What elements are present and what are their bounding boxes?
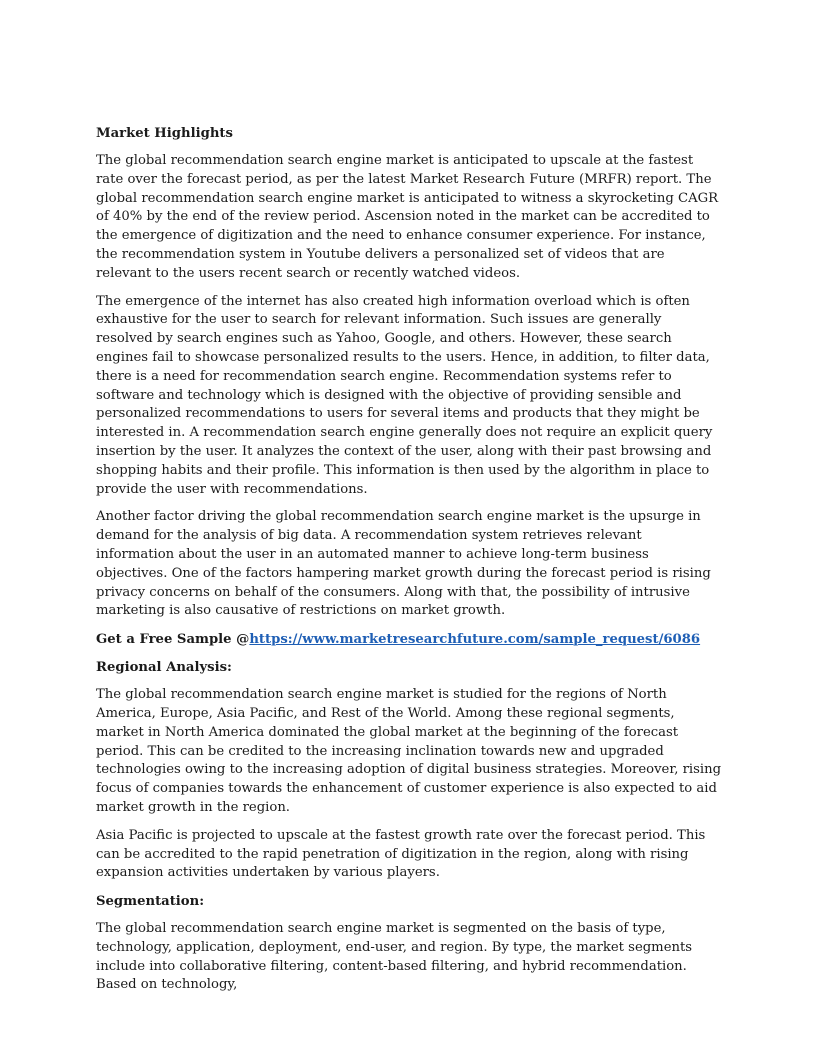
regional-analysis-paragraph-2: Asia Pacific is projected to upscale at the fastest growth rate over the forecast period. This can be accredited to the rapid penetration of digitization in the region, along with rising expansion activities undertaken by various players. (96, 827, 706, 881)
regional-analysis-paragraph-1: The global recommendation search engine market is studied for the regions of North America, Europe, Asia Pacific, and Rest of the World. Among these regional segments, market in North America dominated the global market at the beginning of the forecast period. This can be credited to the increasing inclination towards new and upgraded technologies owing to the increasing adoption of digital business strategies. Moreover, rising focus of companies towards the enhancement of customer experience is also expected to aid market growth in the region. (96, 687, 722, 815)
segmentation-paragraph-1: The global recommendation search engine market is segmented on the basis of type, technology, application, deployment, end-user, and region. By type, the market segments include into collaborative filtering, content-based filtering, and hybrid recommendation. Based on technology, (96, 921, 693, 993)
regional-analysis-heading: Regional Analysis: (96, 660, 232, 676)
segmentation-heading: Segmentation: (96, 894, 205, 910)
free-sample-line (96, 630, 722, 649)
market-highlights-paragraph-3: Another factor driving the global recommendation search engine market is the upsurge in demand for the analysis of big data. A recommendation system retrieves relevant information about the user in an automated manner to achieve long-term business objectives. One of the factors hampering market growth during the forecast period is rising privacy concerns on behalf of the consumers. Along with that, the possibility of intrusive marketing is also causative of restrictions on market growth. (96, 509, 711, 619)
free-sample-prefix: Get a Free Sample @ (96, 632, 250, 648)
market-highlights-heading: Market Highlights (96, 126, 233, 141)
market-highlights-paragraph-1: The global recommendation search engine market is anticipated to upscale at the fastest rate over the forecast period, as per the latest Market Research Future (MRFR) report. The global recommendation search engine market is anticipated to witness a skyrocketing CAGR of 40% by the end of the review period. Ascension noted in the market can be accredited to the emergence of digitization and the need to enhance consumer experience. For instance, the recommendation system in Youtube delivers a personalized set of videos that are relevant to the users recent search or recently watched videos. (96, 153, 719, 281)
market-highlights-paragraph-2: The emergence of the internet has also created high information overload which is often exhaustive for the user to search for relevant information. Such issues are generally resolved by search engines such as Yahoo, Google, and others. However, these search engines fail to showcase personalized results to the users. Hence, in addition, to filter data, there is a need for recommendation search engine. Recommendation systems refer to software and technology which is designed with the objective of providing sensible and personalized recommendations to users for several items and products that they might be interested in. A recommendation search engine generally does not require an explicit query insertion by the user. It analyzes the context of the user, along with their past browsing and shopping habits and their profile. This information is then used by the algorithm in place to provide the user with recommendations. (96, 293, 713, 497)
document-page (96, 124, 722, 1004)
sample-request-link[interactable]: https://www.marketresearchfuture.com/sample_request/6086 (249, 632, 701, 648)
